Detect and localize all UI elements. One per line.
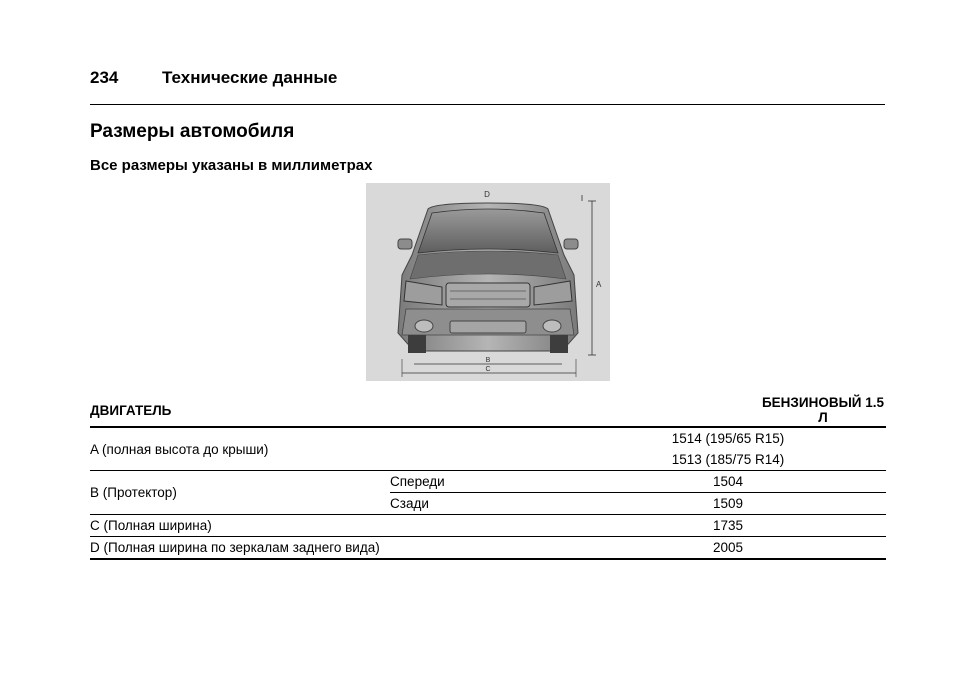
vehicle-front-drawing [366,183,610,381]
vehicle-dimensions-figure [366,183,610,381]
row-a-values [570,427,886,471]
row-c-label: C (Полная ширина) [90,518,212,533]
page-title: Размеры автомобиля [90,121,295,142]
row-a-label: A (полная высота до крыши) [90,441,269,457]
row-d-value: 2005 [712,540,744,555]
wheel-left [408,335,426,353]
header-divider [90,104,885,105]
page-number: 234 [90,68,119,87]
row-a-value-2: 1513 (185/75 R14) [671,452,785,467]
col-header-engine: ДВИГАТЕЛЬ [90,402,172,418]
table-row-c [90,515,886,537]
table-row-a [90,427,886,471]
dim-label-b: B [485,357,491,364]
mirror-right [564,239,578,249]
row-a-value-1: 1514 (195/65 R15) [671,431,785,446]
page-subtitle: Все размеры указаны в миллиметрах [90,157,373,174]
table-header-row [90,393,886,427]
table-row-d [90,537,886,560]
row-d-label: D (Полная ширина по зеркалам заднего вида) [90,540,380,555]
row-b-rear-label: Сзади [390,496,429,511]
windshield [418,209,558,253]
lower-grille [450,321,526,333]
table-row-b-front [90,471,886,493]
grille [446,283,530,307]
section-title: Технические данные [162,68,338,87]
mirror-left [398,239,412,249]
row-c-value: 1735 [712,518,744,533]
row-b-label: B (Протектор) [90,471,390,515]
fog-light-right [543,320,561,332]
dimensions-table [90,393,886,560]
dim-label-top: D [484,190,490,199]
dim-label-c: C [485,366,491,373]
col-header-value: БЕНЗИНОВЫЙ 1.5 Л [761,395,885,425]
row-b-rear-value: 1509 [712,496,744,511]
row-b-front-value: 1504 [570,471,886,493]
dim-label-side: A [596,280,602,289]
wheel-right [550,335,568,353]
page-header [90,68,337,88]
fog-light-left [415,320,433,332]
row-b-front-label: Спереди [390,471,570,493]
